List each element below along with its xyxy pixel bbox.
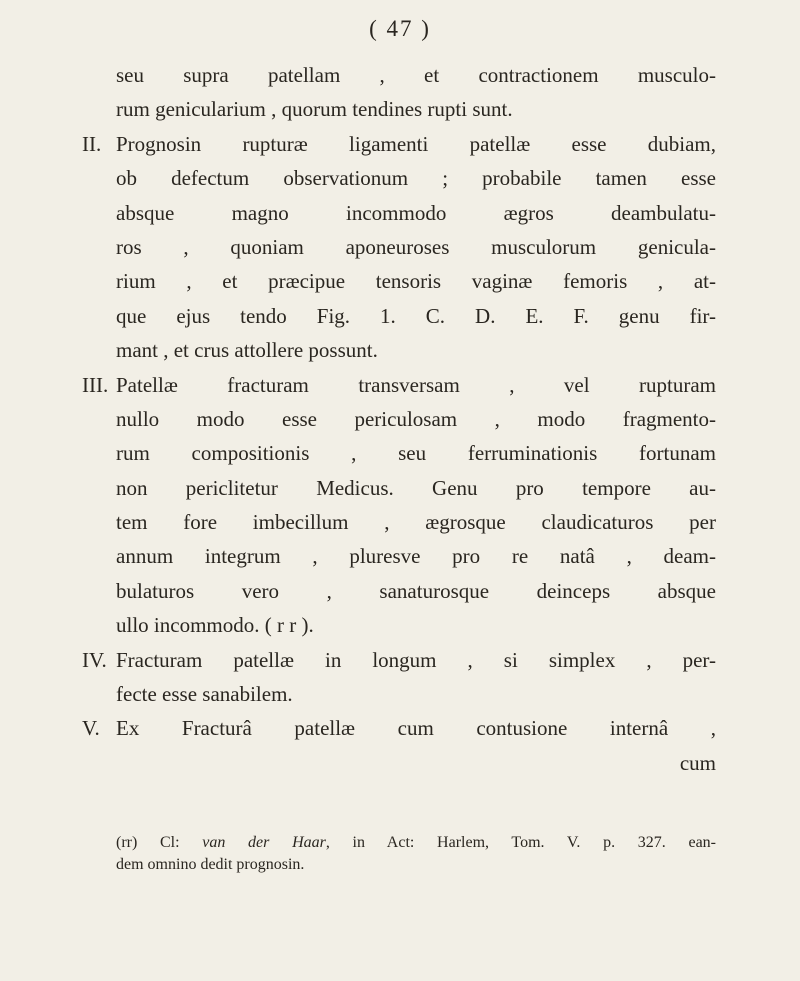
footnote-mark: (rr) — [116, 834, 138, 851]
paragraph-number: II. — [82, 131, 102, 156]
text-line: tem fore imbecillum , ægrosque claudicaturos per — [116, 510, 716, 535]
text-line: seu supra patellam , et contractionem musculo- — [116, 63, 716, 87]
text-line: bulaturos vero , sanaturosque deinceps absque — [116, 578, 716, 603]
paragraph-number: V. — [82, 716, 100, 741]
numbered-line — [82, 643, 716, 677]
catchword: cum — [679, 750, 716, 775]
text-line: ullo incommodo. ( r r ). — [116, 613, 314, 638]
text-line: rum genicularium , quorum tendines rupti sunt. — [116, 97, 513, 122]
page-number: ( 47 ) — [369, 16, 431, 41]
footnote-line: dem omnino dedit prognosin. — [116, 856, 305, 873]
text-line: fecte esse sanabilem. — [116, 682, 293, 707]
text-line: Ex Fracturâ patellæ cum contusione internâ , — [116, 716, 716, 741]
text-line: ros , quoniam aponeuroses musculorum genicula- — [116, 234, 716, 259]
footnote-author: van der Haar — [202, 834, 326, 851]
paragraph-number: IV. — [82, 647, 107, 672]
footnote — [116, 832, 716, 876]
numbered-line — [82, 711, 716, 745]
text-line: non periclitetur Medicus. Genu pro tempore au- — [116, 475, 716, 500]
text-line: Patellæ fracturam transversam , vel rupturam — [116, 372, 716, 397]
text-line: absque magno incommodo ægros deambulatu- — [116, 200, 716, 225]
text-line: rium , et præcipue tensoris vaginæ femoris , at- — [116, 269, 716, 294]
text-line: annum integrum , pluresve pro re natâ , deam- — [116, 544, 716, 569]
text-line: rum compositionis , seu ferruminationis fortunam — [116, 441, 716, 466]
text-line: nullo modo esse periculosam , modo fragmento- — [116, 406, 716, 431]
paragraph-number: III. — [82, 372, 109, 397]
numbered-line — [82, 368, 716, 402]
text-line: Fracturam patellæ in longum , si simplex , per- — [116, 647, 716, 672]
footnote-text: Cl: — [137, 834, 203, 851]
text-line: mant , et crus attollere possunt. — [116, 338, 378, 363]
numbered-line — [82, 127, 716, 161]
footnote-line — [116, 832, 716, 854]
footnote-text: , in Act: Harlem, Tom. V. p. 327. ean- — [325, 834, 717, 851]
text-line: ob defectum observationum ; probabile tamen esse — [116, 166, 716, 191]
main-text — [82, 58, 716, 780]
text-line: que ejus tendo Fig. 1. C. D. E. F. genu fir- — [116, 303, 716, 328]
text-line: Prognosin rupturæ ligamenti patellæ esse dubiam, — [116, 131, 716, 156]
